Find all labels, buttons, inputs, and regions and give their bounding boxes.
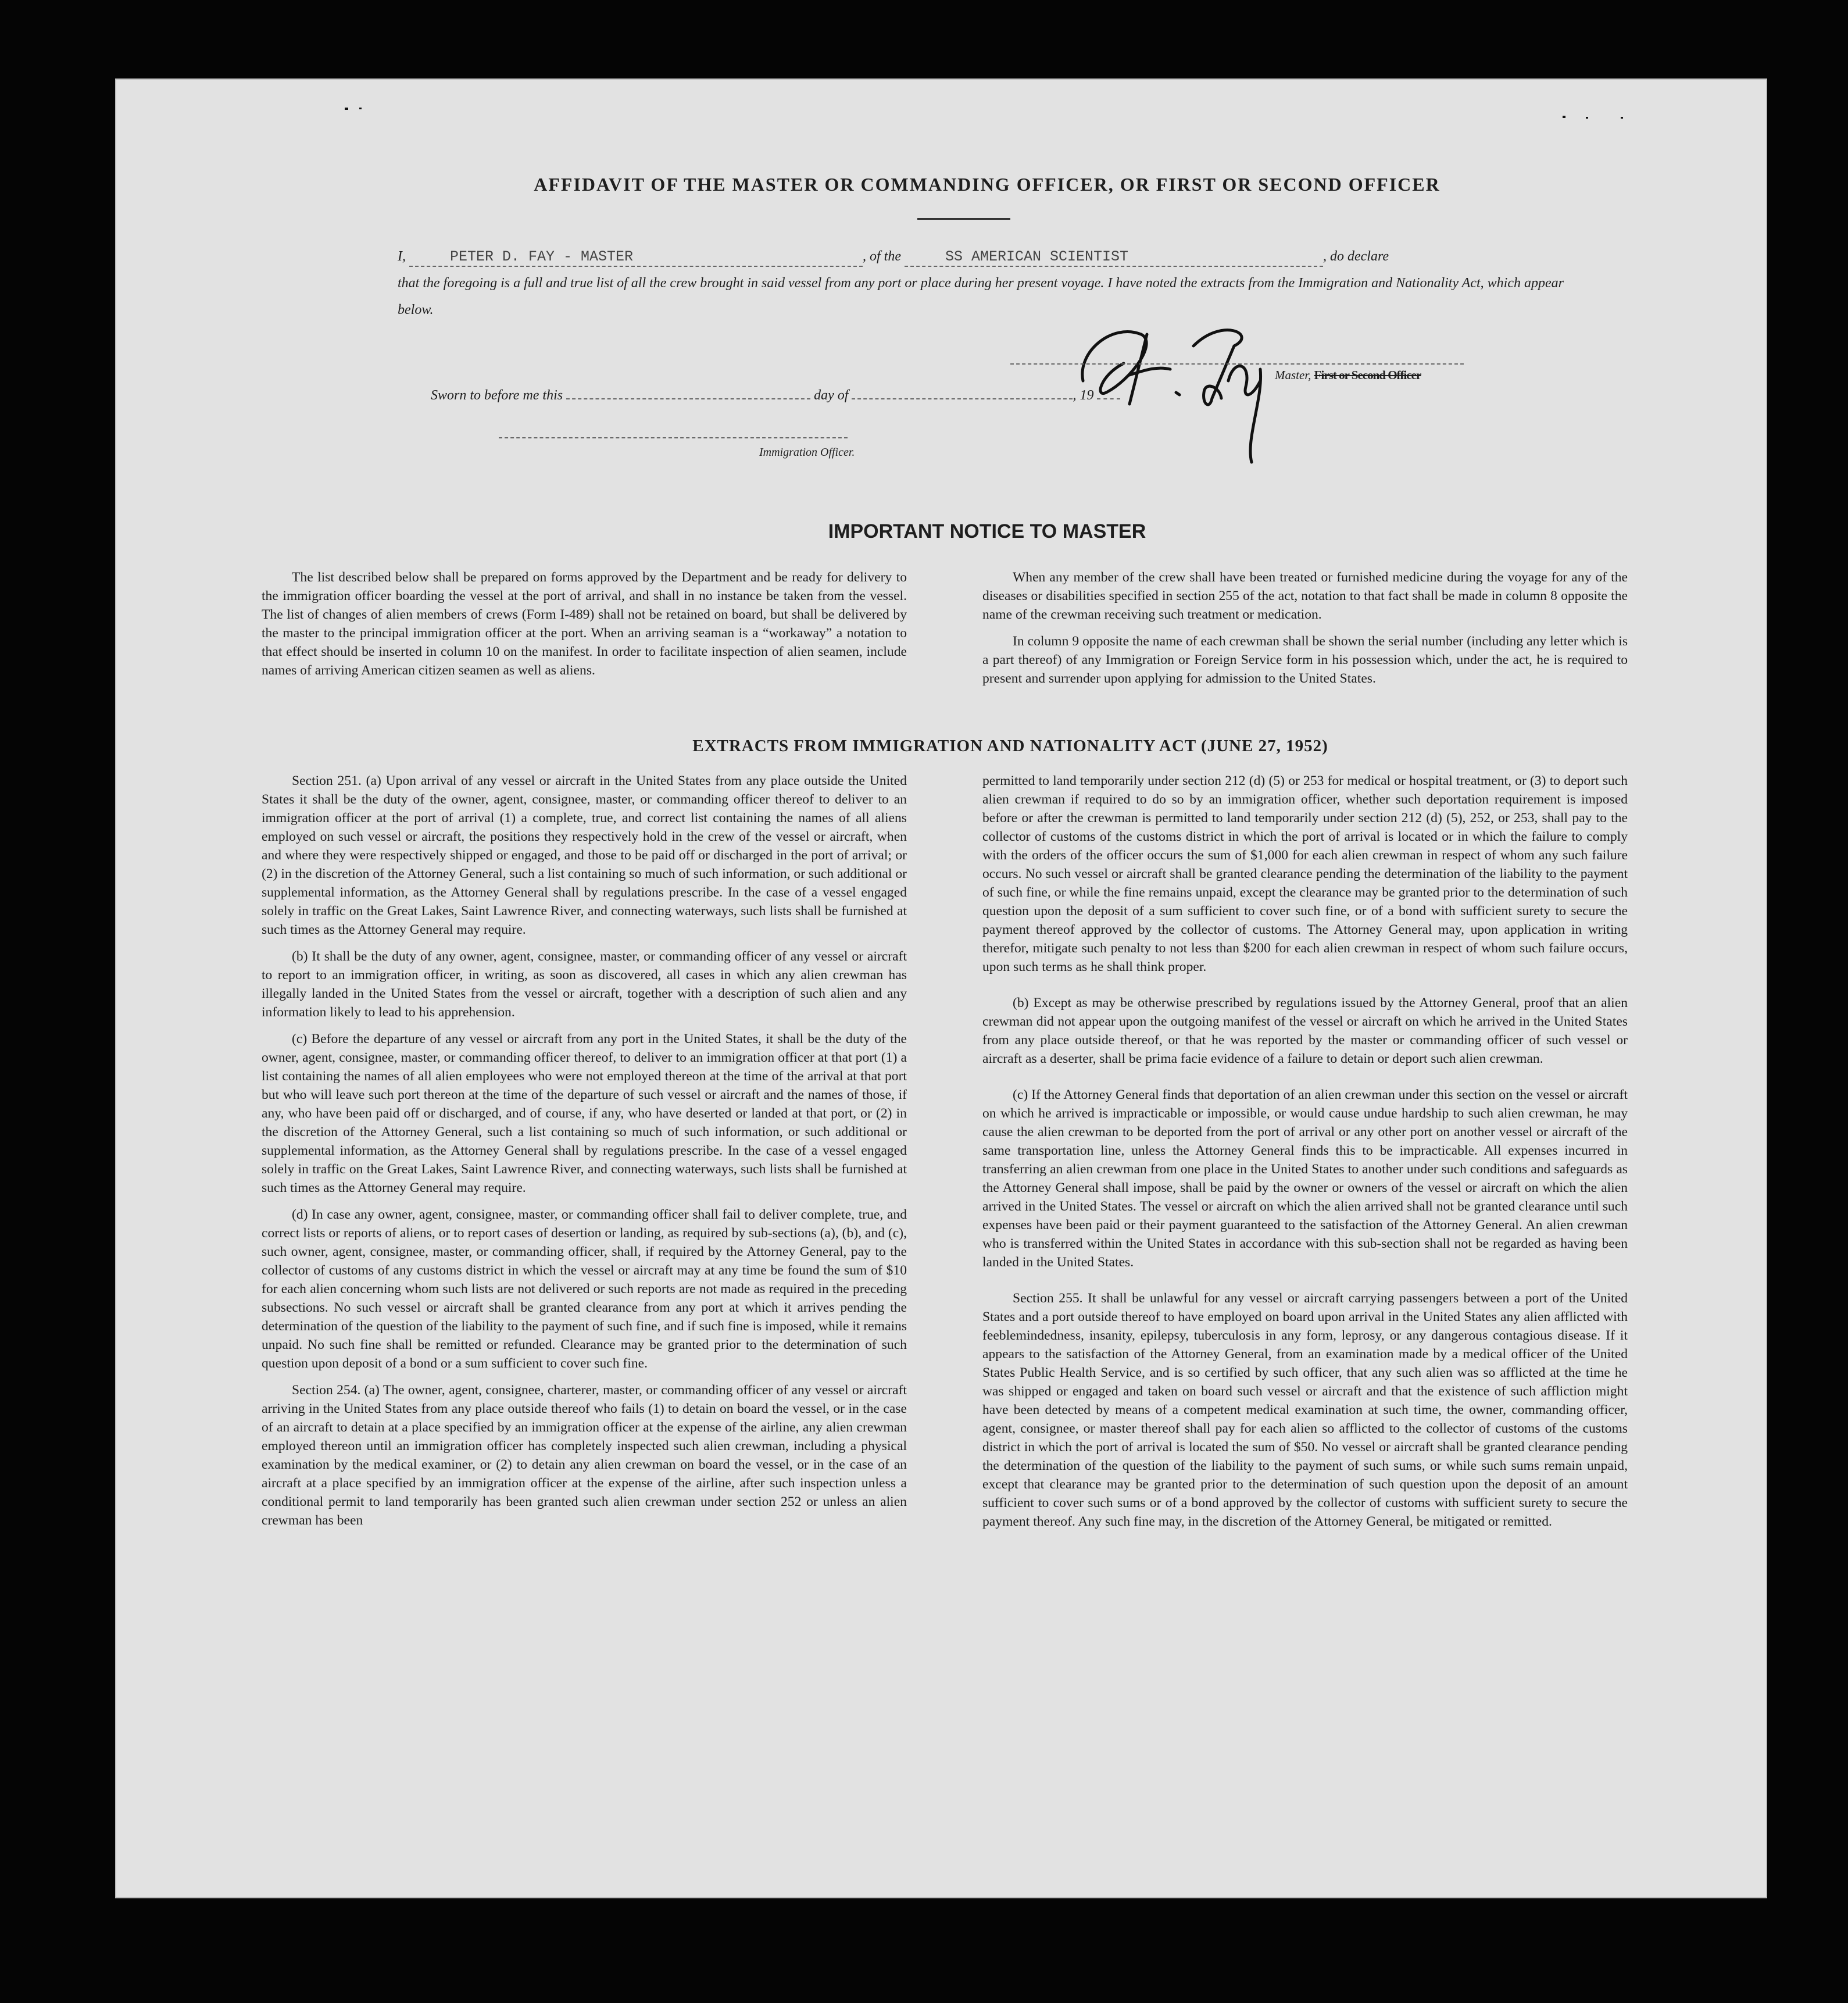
section-251c: (c) Before the departure of any vessel or aircraft from any port in the United States, it shall be the duty of the owner, agent, consignee, master, or commanding officer thereof, to deliver to an immigration officer at that port (1) a list containing the names of all alien employees who were not employed thereon at the time of the arrival at that port but who will leave such port thereon at the time of the departure of such vessel or aircraft and the names of those, if any, who have been paid off or discharged, and of course, if any, who have deserted or landed at that port, or (2) in the discretion of the Attorney General, such a list containing so much of such information, or such additional or supplemental information, as the Attorney General shall by regulations prescribe. In the case of a vessel engaged solely in traffic on the Great Lakes, Saint Lawrence River, and connecting waterways, such lists shall be furnished at such times as the Attorney General may require. [262, 1031, 907, 1195]
declaration-first-line [398, 243, 1587, 270]
scan-mark-left [359, 108, 362, 109]
section-251b: (b) It shall be the duty of any owner, agent, consignee, master, or commanding officer of any vessel or aircraft to report to an immigration officer, in writing, as soon as discovered, all cases in which any alien crewman has illegally landed in the United States from the vessel or aircraft, together with a description of such alien and any information likely to lead to his apprehension. [262, 949, 907, 1020]
scan-mark-right [1563, 116, 1565, 118]
scan-mark-right [1586, 117, 1588, 119]
notice-right-paragraph-2: In column 9 opposite the name of each crewman shall be shown the serial number (including any letter which is a part thereof) of any Immigration or Foreign Service form in his possession which, under the act, he is required to present and surrender upon applying for admission to the United States. [982, 634, 1628, 686]
sworn-line [431, 387, 1120, 404]
notice-left-column [262, 568, 907, 688]
sworn-prefix: Sworn to before me this [431, 388, 563, 403]
title-rule [917, 218, 1010, 220]
scan-mark-left [345, 108, 348, 110]
signature-line [1010, 362, 1464, 365]
immigration-officer-caption: Immigration Officer. [759, 446, 855, 459]
of-the-text: , of the [863, 249, 901, 264]
sworn-day-label: day of [814, 388, 849, 403]
do-declare-text: , do declare [1323, 249, 1389, 264]
sworn-year-label: , 19 [1073, 388, 1094, 403]
master-name-field[interactable]: PETER D. FAY - MASTER [409, 248, 863, 267]
immigration-officer-signature-line[interactable] [499, 437, 848, 438]
document-sheet [115, 78, 1767, 1898]
extracts-title: EXTRACTS FROM IMMIGRATION AND NATIONALITY ACT (JUNE 27, 1952) [692, 737, 1328, 755]
section-254a: Section 254. (a) The owner, agent, consignee, charterer, master, or commanding officer of any vessel or aircraft arriving in the United States from any place outside thereof who fails (1) to detain on board the vessel, or in the case of an aircraft to detain at a place specified by an immigration officer at the expense of the airline, any alien crewman employed thereon until an immigration officer has completely inspected such alien crewman, including a physical examination by the medical examiner, or (2) to detain any alien crewman on board the vessel, or in the case of an aircraft at a place specified by an immigration officer at the expense of the airline, after such inspection unless a conditional permit to land temporarily has been granted such alien crewman under section 252 or unless an alien crewman has been [262, 1383, 907, 1528]
signature-caption [1275, 368, 1421, 383]
notice-right-paragraph-1: When any member of the crew shall have been treated or furnished medicine during the voyage for any of the diseases or disabilities specified in section 255 of the act, notation to that fact shall be made in column 8 opposite the name of the crewman receiving such treatment or medication. [982, 570, 1628, 622]
affidavit-title: AFFIDAVIT OF THE MASTER OR COMMANDING OFFICER, OR FIRST OR SECOND OFFICER [534, 174, 1440, 195]
affidavit-declaration [398, 243, 1587, 323]
sworn-year-field[interactable] [1097, 387, 1120, 399]
section-251a: Section 251. (a) Upon arrival of any vessel or aircraft in the United States from any place outside the United States it shall be the duty of the owner, agent, consignee, master, or commanding officer thereof to deliver to an immigration officer at the port of arrival (1) a complete, true, and correct list containing the names of all aliens employed on such vessel or aircraft, the positions they respectively hold in the crew of the vessel or aircraft, when and where they were respectively shipped or engaged, and those to be paid off or discharged in the port of arrival; or (2) in the discretion of the Attorney General, such a list containing so much of such information, or such additional or supplemental information, as the Attorney General shall by regulations prescribe. In the case of a vessel engaged solely in traffic on the Great Lakes, Saint Lawrence River, and connecting waterways, such lists shall be furnished at such times as the Attorney General may require. [262, 773, 907, 937]
scan-mark-right [1621, 117, 1623, 119]
notice-right-column [982, 568, 1628, 696]
section-255: Section 255. It shall be unlawful for any vessel or aircraft carrying passengers between a port of the United States and a port outside thereof to have employed on board upon arrival in the United States any alien afflicted with feeblemindedness, insanity, epilepsy, tuberculosis in any form, leprosy, or any dangerous contagious disease. If it appears to the satisfaction of the Attorney General, from an examination made by a medical officer of the United States Public Health Service, and is so certified by such officer, that any such alien was so afflicted at the time he was shipped or engaged and taken on board such vessel or aircraft and that the existence of such affliction might have been detected by means of a competent medical examination at such time, the owner, commanding officer, agent, consignee, or master thereof shall pay for each alien so afflicted to the collector of customs of the customs district in which the port of arrival is located the sum of $50. No vessel or aircraft shall be granted clearance pending the determination of the question of the liability to the payment of such sums, or while such sums remain unpaid, except that clearance may be granted prior to the determination of such question upon the deposit of an amount sufficient to cover such sums or of a bond approved by the collector of customs with sufficient surety to secure the payment thereof. Any such fine may, in the discretion of the Attorney General, be mitigated or remitted. [982, 1291, 1628, 1529]
notice-title: IMPORTANT NOTICE TO MASTER [828, 520, 1146, 542]
declaration-text: that the foregoing is a full and true list of all the crew brought in said vessel from any port or place during her present voyage. I have noted the extracts from the Immigration and Nationality Act, which appear below. [398, 276, 1564, 317]
pre-name-text: I, [398, 249, 406, 264]
extracts-right-column [982, 772, 1628, 1539]
sworn-day-field[interactable] [566, 387, 810, 399]
extracts-left-column [262, 772, 907, 1538]
signature-caption-struck: First or Second Officer [1314, 368, 1421, 382]
section-251d: (d) In case any owner, agent, consignee, master, or commanding officer shall fail to deliver complete, true, and correct lists or reports of aliens, or to report cases of desertion or landing, as required by sub-sections (a), (b), and (c), such owner, agent, consignee, master, or commanding officer, shall, if required by the Attorney General, pay to the collector of customs of any customs district in which the vessel or aircraft may at any time be found the sum of $10 for each alien concerning whom such lists are not delivered or such reports are not made as required in the preceding subsections. No such vessel or aircraft shall be granted clearance from any port at which it arrives pending the determination of the question of the liability to the payment of such fine, and if such fine is imposed, while it remains unpaid. No such fine shall be remitted or refunded. Clearance may be granted prior to the determination of such question upon deposit of a bond or a sum sufficient to cover such fine. [262, 1207, 907, 1371]
section-254c: (c) If the Attorney General finds that deportation of an alien crewman under this section on the vessel or aircraft on which he arrived is impracticable or impossible, or would cause undue hardship to such alien crewman, he may cause the alien crewman to be deported from the port of arrival or any other port on another vessel or aircraft of the same transportation line, unless the Attorney General finds this to be impracticable. All expenses incurred in transferring an alien crewman from one place in the United States to another under such conditions and safeguards as the Attorney General shall impose, shall be paid by the owner or owners of the vessel or aircraft on which the alien arrived in the United States. The vessel or aircraft on which the alien arrived shall not be granted clearance until such expenses have been paid or their payment guaranteed to the satisfaction of the Attorney General. An alien crewman who is transferred within the United States in accordance with this sub-section shall not be regarded as having been landed in the United States. [982, 1087, 1628, 1270]
signature-caption-prefix: Master, [1275, 368, 1311, 382]
notice-left-paragraph: The list described below shall be prepared on forms approved by the Department and be ready for delivery to the immigration officer boarding the vessel at the port of arrival, and shall in no instance be taken from the vessel. The list of changes of alien members of crews (Form I-489) shall not be retained on board, but shall be delivered by the master to the principal immigration officer at the port. When an arriving seaman is a “workaway” a notation to that effect should be inserted in column 10 on the manifest. In order to facilitate inspection of alien seamen, include names of arriving American citizen seamen as well as aliens. [262, 570, 907, 678]
section-254a-continued: permitted to land temporarily under section 212 (d) (5) or 253 for medical or hospital treatment, or (3) to deport such alien crewman if required to do so by an immigration officer, whether such deportation requirement is imposed before or after the crewman is permitted to land temporarily under section 212 (d) (5), 252, or 253, shall pay to the collector of customs of the customs district in which the port of arrival is located or in which the failure to comply with the orders of the officer occurs the sum of $1,000 for each alien crewman in respect of whom any such failure occurs. No such vessel or aircraft shall be granted clearance pending the determination of the liability to the payment of such fine, or while the fine remains unpaid, except the clearance may be granted prior to the determination of such question upon the deposit of a sum sufficient to cover such fine, or of a bond with sufficient surety to secure the payment thereof approved by the collector of customs. The Attorney General may, upon application in writing therefor, mitigate such penalty to not less than $200 for each alien crewman in respect of whom such failure occurs, upon such terms as he shall think proper. [982, 773, 1628, 974]
vessel-name-field[interactable]: SS AMERICAN SCIENTIST [905, 248, 1323, 267]
section-254b: (b) Except as may be otherwise prescribed by regulations issued by the Attorney General, proof that an alien crewman did not appear upon the outgoing manifest of the vessel or aircraft on which he arrived in the United States from any place outside thereof, or that he was reported by the master or commanding officer of such vessel or aircraft as a deserter, shall be prima facie evidence of a failure to detain or deport such alien crewman. [982, 995, 1628, 1066]
sworn-month-field[interactable] [852, 387, 1073, 399]
